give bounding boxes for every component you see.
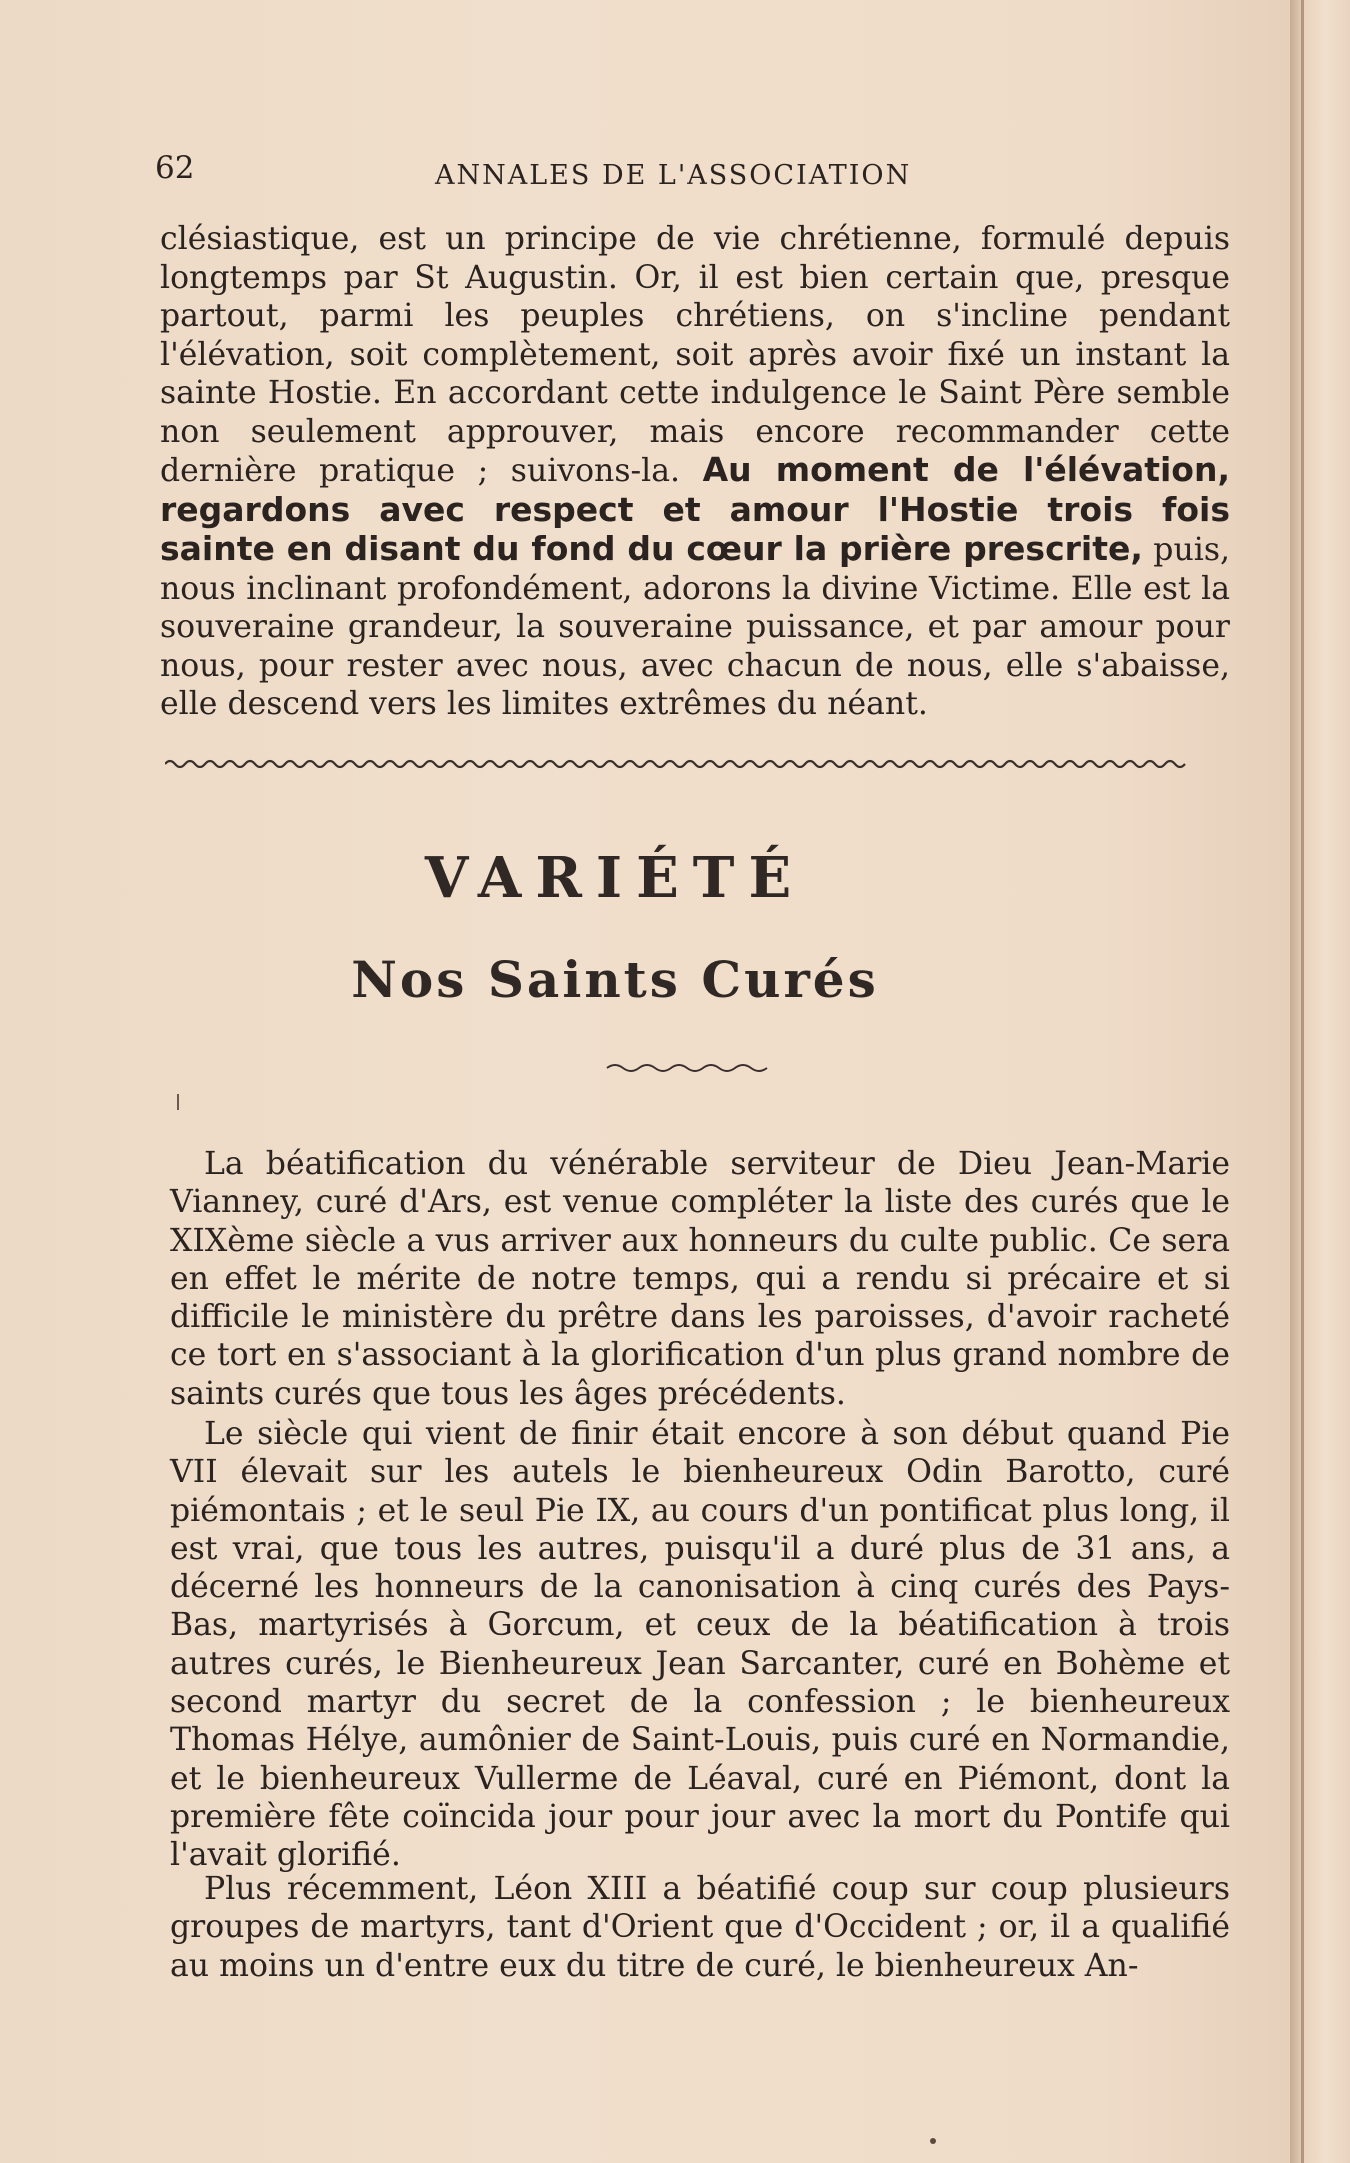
body-paragraph-1 — [170, 1145, 1230, 1413]
body-paragraph-2-text: Le siècle qui vient de finir était encore à son début quand Pie VII élevait sur les autels le bienheureux Odin Barotto, curé piémontais ; et le seul Pie IX, au cours d'un pontificat plus long, il est vrai, que tous les autres, puisqu'il a duré plus de 31 ans, a décerné les honneurs de la canonisation à cinq curés des Pays-Bas, martyrisés à Gorcum, et ceux de la béatification à trois autres curés, le Bienheureux Jean Sarcanter, curé en Bohème et second martyr du secret de la confession ; le bienheureux Thomas Hélye, aumônier de Saint-Louis, puis curé en Normandie, et le bienheureux Vullerme de Léaval, curé en Piémont, dont la première fête coïncida jour pour jour avec la mort du Pontife qui l'avait glorifié. — [170, 1416, 1230, 1874]
page-edge-shadow — [1301, 0, 1304, 2163]
ornamental-divider — [165, 758, 1225, 770]
running-title: ANNALES DE L'ASSOCIATION — [435, 160, 912, 191]
top-paragraph-bold-text: Au moment de l'élévation, regardons avec respect et amour l'Hostie trois fois sainte en disant du fond du cœur la prière prescrite, — [160, 450, 1231, 568]
body-paragraph-3 — [170, 1870, 1230, 1985]
article-title: Nos Saints Curés — [351, 950, 879, 1009]
ink-speck — [177, 1094, 179, 1110]
top-paragraph-text-end: puis, nous inclinant profondément, adorons la divine Victime. Elle est la souveraine grandeur, la souveraine puissance, et par amour pour nous, pour rester avec nous, avec chacun de nous, elle s'abaisse, elle descend vers les limites extrêmes du néant. — [160, 532, 1231, 722]
page-header — [155, 150, 1230, 190]
top-paragraph — [160, 220, 1230, 724]
title-swash-ornament — [605, 1060, 775, 1076]
page-number: 62 — [155, 150, 195, 186]
body-paragraph-2 — [170, 1415, 1230, 1875]
section-title: VARIÉTÉ — [424, 845, 806, 911]
top-paragraph-text: clésiastique, est un principe de vie chrétienne, formulé depuis longtemps par St Augustin. Or, il est bien certain que, presque partout, parmi les peuples chrétiens, on s'incline pendant l'élévation, soit complètement, soit après avoir fixé un instant la sainte Hostie. En accordant cette indulgence le Saint Père semble non seulement approuver, mais encore recommander cette dernière pratique ; suivons-la. — [160, 221, 1230, 489]
page-edge — [1290, 0, 1350, 2163]
body-paragraph-3-text: Plus récemment, Léon XIII a béatifié coup sur coup plusieurs groupes de martyrs, tant d'Orient que d'Occident ; or, il a qualifié au moins un d'entre eux du titre de curé, le bienheureux An- — [170, 1871, 1230, 1984]
page-dot — [930, 2138, 936, 2144]
body-paragraph-1-text: La béatification du vénérable serviteur de Dieu Jean-Marie Vianney, curé d'Ars, est venue compléter la liste des curés que le XIXème siècle a vus arriver aux honneurs du culte public. Ce sera en effet le mérite de notre temps, qui a rendu si précaire et si difficile le ministère du prêtre dans les paroisses, d'avoir racheté ce tort en s'associant à la glorification d'un plus grand nombre de saints curés que tous les âges précédents. — [170, 1146, 1230, 1412]
